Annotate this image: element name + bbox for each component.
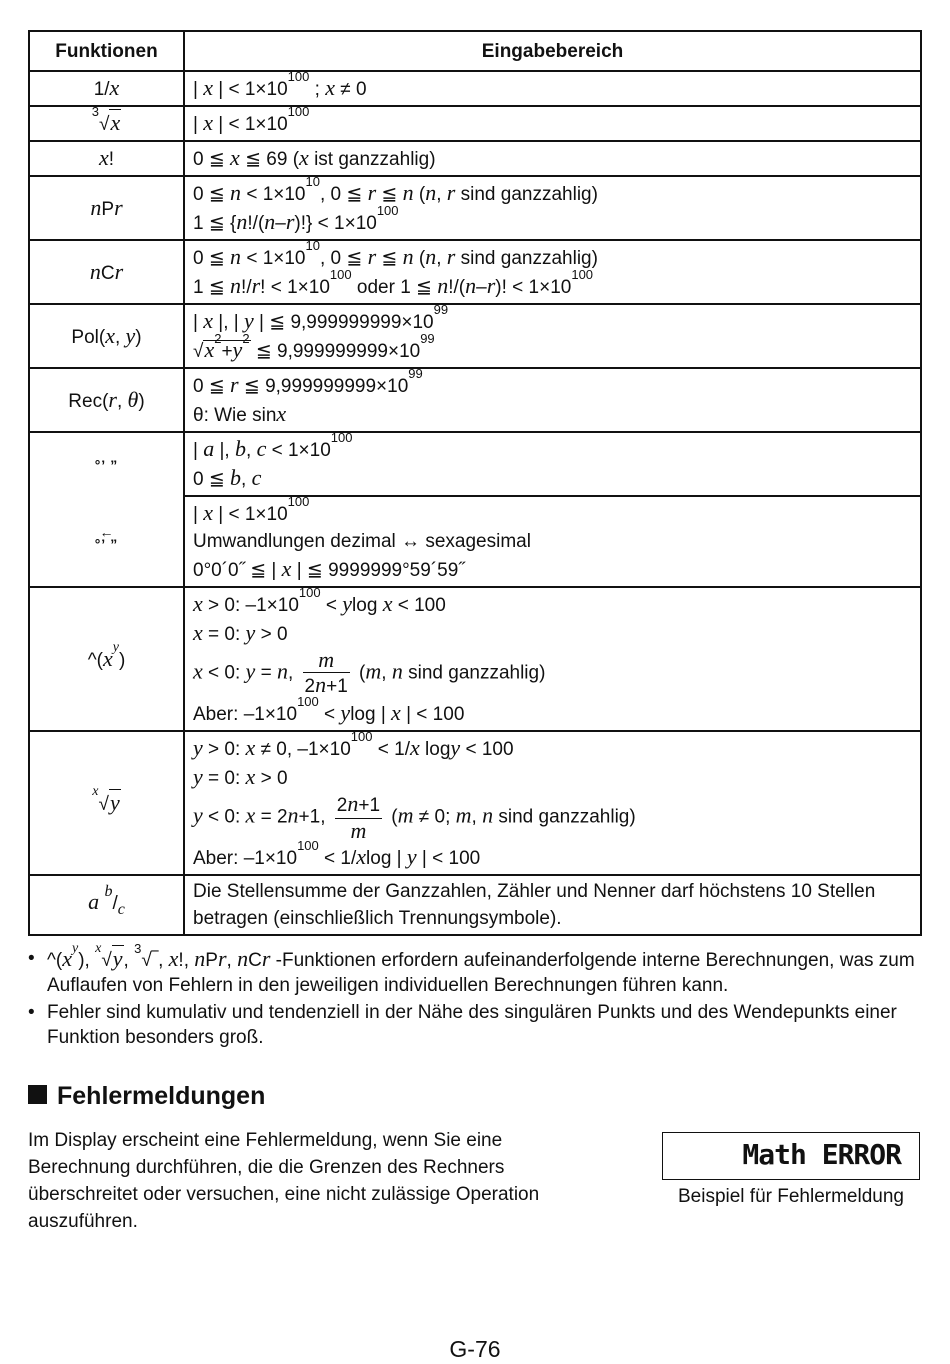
fn-factorial: x! xyxy=(29,141,184,176)
fn-dms: °’ ” xyxy=(29,432,184,496)
ncr-note: sind ganzzahlig) xyxy=(460,248,598,269)
power-aber: Aber: –1×10 xyxy=(193,704,298,725)
note2-text: Fehler sind kumulativ und tendenziell in der Nähe des singulären Punkts und des Wendepunkts einer Funktion besonders groß. xyxy=(47,1002,897,1048)
range-rec: 0 ≦ r ≦ $9,999999999\times 10^{99}$ θ: Wie sinx xyxy=(184,368,921,432)
fn-npr: nPr xyxy=(29,176,184,240)
table-row xyxy=(29,176,921,240)
table-row xyxy=(29,587,921,731)
fn-rec: Rec(r, θ) xyxy=(29,368,184,432)
range-npr: 0 ≦ $n < 1\times 10^{10}$, 0 ≦ r ≦ n (n, r sind ganzzahlig) 1 ≦ $\{n!/(n-r)!\} < 1\times 10^{100}$ xyxy=(184,176,921,240)
sexa-label: Umwandlungen dezimal ↔ sexagesimal xyxy=(193,531,531,552)
header-functions: Funktionen xyxy=(29,31,184,71)
range-power: x > 0: $-1\times 10^{100} < ylog$ x < 100 x = 0: y > 0 x < 0: y = n, $\frac{m}{2n+1}$ (m, n sind ganzzahlig) Aber: $-1\times 10^{100} < ylog$ | x | < 100 xyxy=(184,587,921,731)
table-row xyxy=(29,496,921,587)
table-row xyxy=(29,432,921,496)
note-item: • Fehler sind kumulativ und tendenziell in der Nähe des singulären Punkts und des Wendepunkts einer Funktion besonders groß. xyxy=(28,1002,897,1048)
rec-theta-label: θ: Wie sin xyxy=(193,405,277,426)
fn-dms-reverse: ← °’ ” xyxy=(29,496,184,587)
range-factorial: 0 ≦ x ≦ 69 (x ist ganzzahlig) xyxy=(184,141,921,176)
table-row xyxy=(29,71,921,106)
range-dms: | a |, b, $c < 1\times 10^{100}$ 0 ≦ b, c xyxy=(184,432,921,496)
table-row xyxy=(29,304,921,368)
fn-ncr: nCr xyxy=(29,240,184,304)
table-row xyxy=(29,731,921,875)
table-row xyxy=(29,240,921,304)
table-header-row xyxy=(29,31,921,71)
fn-cube-root: $^3$√x xyxy=(29,106,184,141)
note1-text: -Funktionen erfordern aufeinanderfolgende interne Berechnungen, was zum Auflaufen von Fehlern in den jeweiligen individuellen Berechnungen führen kann. xyxy=(47,950,915,996)
fn-reciprocal: 1/x xyxy=(29,71,184,106)
header-range: Eingabebereich xyxy=(184,31,921,71)
fn-xroot: $^x$√y xyxy=(29,731,184,875)
range-cube-root: | x | < $1\times 10^{100}$ xyxy=(184,106,921,141)
range-ncr: 0 ≦ $n < 1\times 10^{10}$, 0 ≦ r ≦ n (n, r sind ganzzahlig) 1 ≦ n!/r! < $1\times 10^{100}$ oder 1 ≦ n!/(n–r)! < $1\times 10^{100}$ xyxy=(184,240,921,304)
range-fraction: Die Stellensumme der Ganzzahlen, Zähler und Nenner darf höchstens 10 Stellen betragen (einschließlich Trennungsymbole). xyxy=(184,875,921,935)
section-paragraph: Im Display erscheint eine Fehlermeldung, wenn Sie eine Berechnung durchführen, die die Grenzen des Rechners überschreitet oder versuchen, eine nicht zulässige Operation auszuführen. xyxy=(28,1130,540,1232)
notes-list xyxy=(28,941,924,1052)
range-reciprocal: | x | < $1\times 10^{100}$ ; x ≠ 0 xyxy=(184,71,921,106)
fn-fraction: a $^b/_c$ xyxy=(29,875,184,935)
range-pol: | x |, | y | ≦ $9,999999999\times 10^{99}$ $√x^2+y^2$ ≦ $9,999999999\times 10^{99}$ xyxy=(184,304,921,368)
xroot-aber: Aber: –1×10 xyxy=(193,848,298,869)
table-row xyxy=(29,141,921,176)
input-range-table xyxy=(28,30,922,936)
table-row xyxy=(29,106,921,141)
error-display xyxy=(662,1132,920,1180)
error-caption: Beispiel für Fehlermeldung xyxy=(677,1186,904,1207)
table-row xyxy=(29,875,921,935)
error-message: Math ERROR xyxy=(742,1138,901,1171)
range-dms-reverse: | x | < $1\times 10^{100}$ Umwandlungen dezimal ↔ sexagesimal 0°0´0˝ ≦ | x | ≦ 9999999°59´59˝ xyxy=(184,496,921,587)
square-bullet-icon xyxy=(28,1085,47,1104)
note-item: • $\^{}(x^y)$, $^x$√y, $^3$√‾, x!, nPr, nCr -Funktionen erfordern aufeinanderfolgende interne Berechnungen, was zum Auflaufen von Fehlern in den jeweiligen individuellen Berechnungen führen kann. xyxy=(28,941,915,996)
page-number: G-76 xyxy=(449,1336,501,1362)
table-row xyxy=(29,368,921,432)
fn-power: $\^{}(x^y)$ xyxy=(29,587,184,731)
section-heading xyxy=(28,1082,265,1111)
section-title: Fehlermeldungen xyxy=(57,1082,266,1110)
fn-pol: Pol(x, y) xyxy=(29,304,184,368)
range-xroot: y > 0: x ≠ 0, $-1\times 10^{100} < 1/x$ logy < 100 y = 0: x > 0 y < 0: x = 2n+1, $\frac{2n+1}{m}$ (m ≠ 0; m, n sind ganzzahlig) Aber: $-1\times 10^{100} < 1/xlog$ | y | < 100 xyxy=(184,731,921,875)
